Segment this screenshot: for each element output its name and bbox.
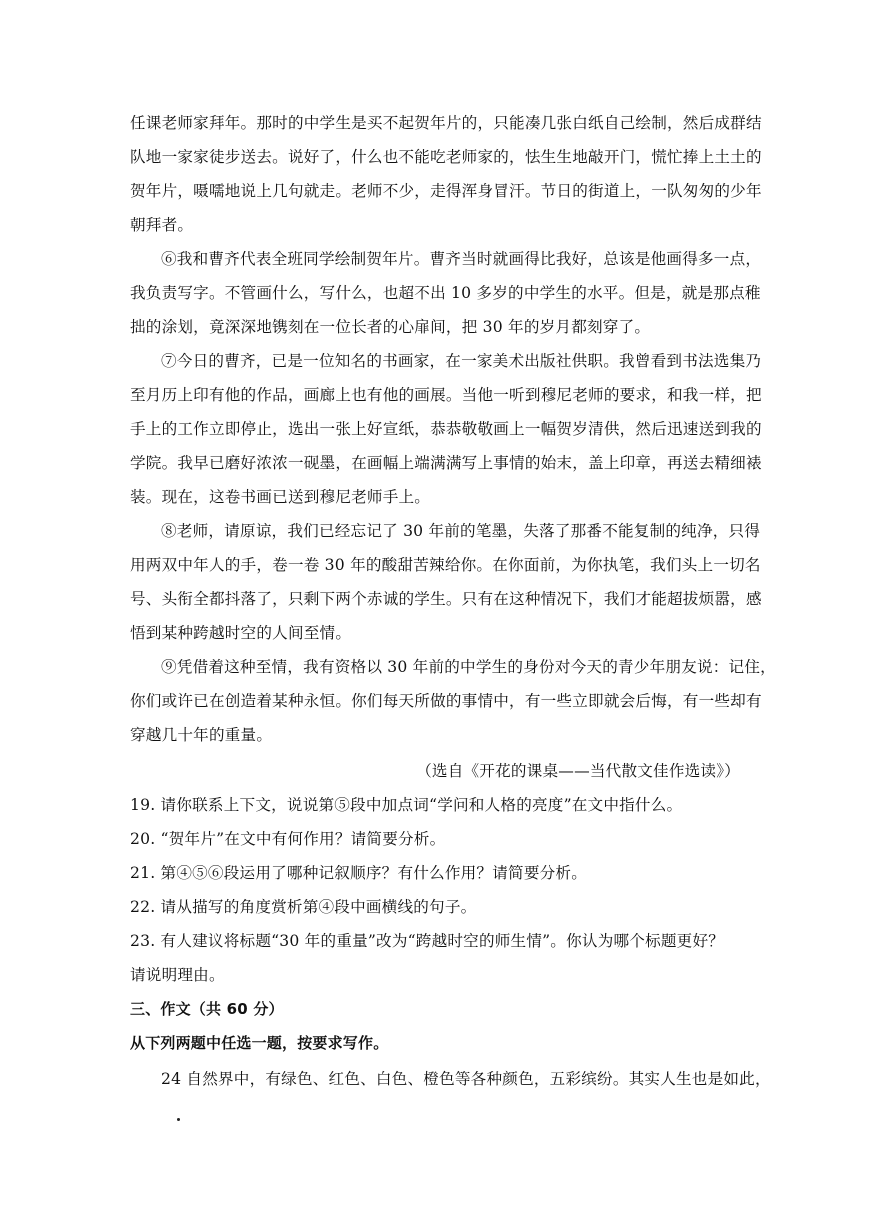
paragraph-line: 学院。我早已磨好浓浓一砚墨，在画幅上端满满写上事情的始末，盖上印章，再送去精细裱 (130, 454, 762, 472)
question-23: 23. 有人建议将标题“30 年的重量”改为“跨越时空的师生情”。你认为哪个标题更好？ (130, 932, 725, 950)
question-23-continued: 请说明理由。 (130, 966, 225, 984)
paragraph-line: 至月历上印有他的作品，画廊上也有他的画展。当他一听到穆尼老师的要求，和我一样，把 (130, 386, 762, 404)
paragraph-line: 任课老师家拜年。那时的中学生是买不起贺年片的，只能凑几张白纸自己绘制，然后成群结 (130, 114, 762, 132)
paragraph-line: 号、头衔全都抖落了，只剩下两个赤诚的学生。只有在这种情况下，我们才能超拔烦嚣，感 (130, 590, 762, 608)
paragraph-line: 用两双中年人的手，卷一卷 30 年的酸甜苦辣给你。在你面前，为你执笔，我们头上一切名 (130, 556, 761, 574)
writing-instruction: 从下列两题中任选一题，按要求写作。 (130, 1034, 389, 1052)
paragraph-line: 装。现在，这卷书画已送到穆尼老师手上。 (130, 488, 431, 506)
paragraph-line: 穿越几十年的重量。 (130, 726, 273, 744)
question-21: 21. 第④⑤⑥段运用了哪种记叙顺序？有什么作用？请简要分析。 (130, 864, 587, 882)
question-19: 19. 请你联系上下文，说说第⑤段中加点词“学问和人格的亮度”在文中指什么。 (130, 796, 683, 814)
question-20: 20. “贺年片”在文中有何作用？请简要分析。 (130, 830, 446, 848)
question-22: 22. 请从描写的角度赏析第④段中画横线的句子。 (130, 898, 477, 916)
paragraph-line: 队地一家家徒步送去。说好了，什么也不能吃老师家的，怯生生地敲开门，慌忙捧上土土的 (130, 148, 762, 166)
paragraph-line: ⑥我和曹齐代表全班同学绘制贺年片。曹齐当时就画得比我好，总该是他画得多一点， (161, 250, 762, 268)
paragraph-line: 拙的涂划，竟深深地镌刻在一位长者的心扉间，把 30 年的岁月都刻穿了。 (130, 318, 651, 336)
stray-dot-mark (177, 1118, 180, 1121)
paragraph-line: ⑦今日的曹齐，已是一位知名的书画家，在一家美术出版社供职。我曾看到书法选集乃 (161, 352, 762, 370)
paragraph-line: 你们或许已在创造着某种永恒。你们每天所做的事情中，有一些立即就会后悔，有一些却有 (130, 692, 762, 710)
section-heading: 三、作文（共 60 分） (130, 1000, 284, 1018)
source-citation: （选自《开花的课桌——当代散文佳作选读》） (416, 762, 740, 780)
paragraph-line: ⑧老师，请原谅，我们已经忘记了 30 年前的笔墨，失落了那番不能复制的纯净，只得 (161, 522, 761, 540)
paragraph-line: 手上的工作立即停止，选出一张上好宣纸，恭恭敬敬画上一幅贺岁清供，然后迅速送到我的 (130, 420, 762, 438)
paragraph-line: 我负责写字。不管画什么，写什么，也超不出 10 多岁的中学生的水平。但是，就是那点稚 (130, 284, 761, 302)
paragraph-line: 贺年片，嗫嚅地说上几句就走。老师不少，走得浑身冒汗。节日的街道上，一队匆匆的少年 (130, 182, 762, 200)
paragraph-line: ⑨凭借着这种至情，我有资格以 30 年前的中学生的身份对今天的青少年朋友说：记住， (161, 658, 776, 676)
paragraph-line: 朝拜者。 (130, 216, 194, 234)
paragraph-line: 悟到某种跨越时空的人间至情。 (130, 624, 352, 642)
essay-prompt-line: 24 自然界中，有绿色、红色、白色、橙色等各种颜色，五彩缤纷。其实人生也是如此， (161, 1070, 771, 1088)
